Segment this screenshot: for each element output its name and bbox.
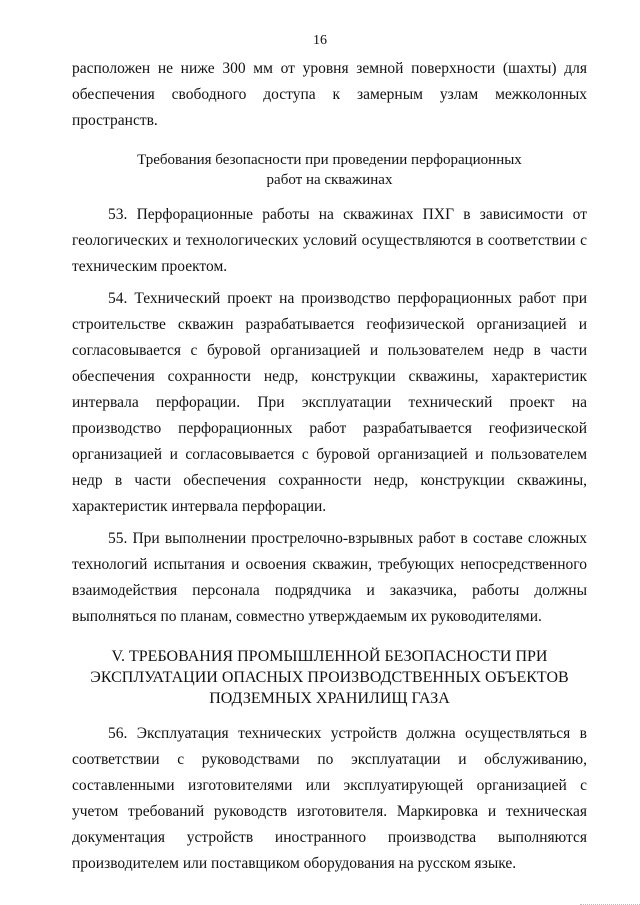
- subsection-heading-line-1: Требования безопасности при проведении перфорационных: [137, 152, 522, 168]
- paragraph-53: 53. Перфорационные работы на скважинах ПХГ в зависимости от геологических и технологических условий осуществляются в соответствии с техническим проектом.: [72, 206, 587, 275]
- scan-edge-mark: [580, 901, 640, 905]
- section-heading-line-1: V. ТРЕБОВАНИЯ ПРОМЫШЛЕННОЙ БЕЗОПАСНОСТИ ПРИ: [111, 648, 548, 665]
- section-heading: [72, 646, 587, 709]
- paragraph-56: 56. Эксплуатация технических устройств должна осуществляться в соответствии с руководствами по эксплуатации и обслуживанию, составленными изготовителями или эксплуатирующей организацией с учетом требований руководств изготовителя. Маркировка и техническая документация устройств иностранного производства выполняются производителем или поставщиком оборудования на русском языке.: [72, 725, 587, 872]
- section-heading-line-3: ПОДЗЕМНЫХ ХРАНИЛИЩ ГАЗА: [209, 690, 450, 707]
- subsection-heading: [72, 150, 587, 190]
- paragraph-intro: расположен не ниже 300 мм от уровня земной поверхности (шахты) для обеспечения свободного доступа к замерным узлам межколонных пространств.: [72, 60, 587, 129]
- paragraph-55: 55. При выполнении прострелочно-взрывных работ в составе сложных технологий испытания и освоения скважин, требующих непосредственного взаимодействия персонала подрядчика и заказчика, работы должны выполняться по планам, совместно утверждаемым их руководителями.: [72, 530, 587, 625]
- page-content: [72, 56, 587, 877]
- subsection-heading-line-2: работ на скважинах: [266, 172, 393, 188]
- paragraph-54: 54. Технический проект на производство перфорационных работ при строительстве скважин разрабатывается геофизической организацией и согласовывается с буровой организацией и пользователем недр в части обеспечения сохранности недр, конструкции скважины, характеристик интервала перфорации. При эксплуатации технический проект на производство перфорационных работ разрабатывается геофизической организацией и согласовывается с буровой организацией и пользователем недр в части обеспечения сохранности недр, конструкции скважины, характеристик интервала перфорации.: [72, 290, 587, 515]
- page-number: 16: [313, 33, 327, 48]
- section-heading-line-2: ЭКСПЛУАТАЦИИ ОПАСНЫХ ПРОИЗВОДСТВЕННЫХ ОБЪЕКТОВ: [90, 669, 569, 686]
